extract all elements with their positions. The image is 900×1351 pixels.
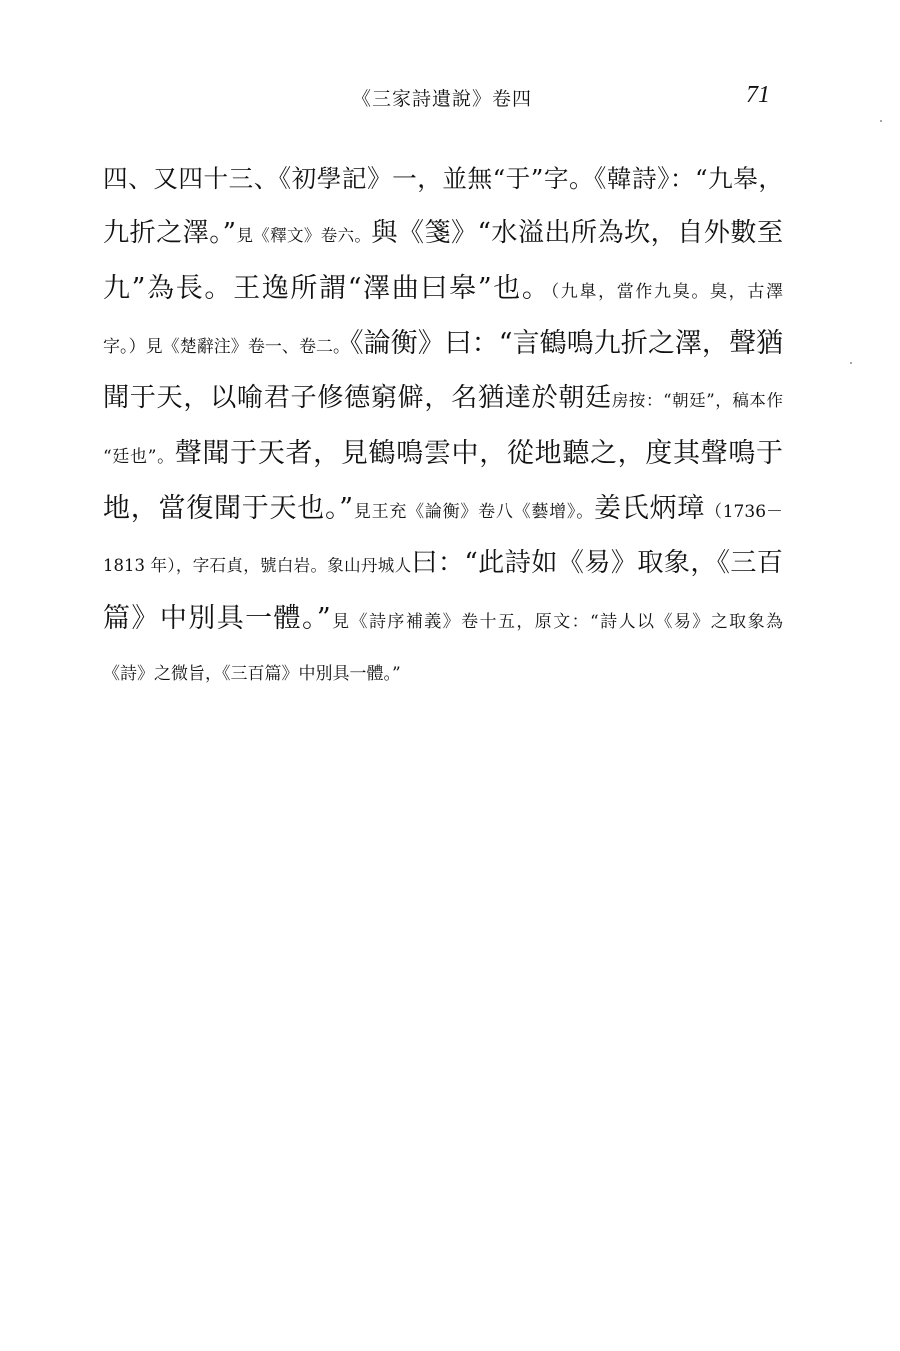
main-text: 《論衡》曰：“言鶴鳴九折之澤，聲猶 bbox=[350, 328, 783, 359]
annotation-text: 字。）見《楚辭注》卷一、卷二。 bbox=[103, 337, 351, 357]
page-header bbox=[0, 84, 900, 118]
text-line bbox=[103, 481, 783, 536]
annotation-text: （九臯，當作九臭。臭，古澤 bbox=[550, 282, 783, 302]
main-text: 九折之澤。” bbox=[103, 218, 237, 248]
annotation-text: （1736－ bbox=[704, 502, 783, 522]
scan-speck bbox=[880, 120, 882, 122]
main-text: 與《箋》“水溢出所為坎，自外數至 bbox=[371, 218, 783, 248]
annotation-text: 《詩》之微旨，《三百篇》中別具一體。” bbox=[103, 664, 401, 684]
text-line bbox=[103, 646, 783, 701]
text-line bbox=[103, 591, 783, 646]
annotation-text: 見《詩序補義》卷十五，原文：“詩人以《易》之取象為 bbox=[330, 612, 783, 632]
main-text: 姜氏炳璋 bbox=[593, 493, 705, 524]
text-line bbox=[103, 206, 783, 261]
main-text: 篇》中別具一體。” bbox=[103, 603, 331, 634]
text-line bbox=[103, 151, 783, 206]
body-text bbox=[103, 151, 783, 701]
annotation-text: 1813 年），字石貞，號白岩。象山丹城人 bbox=[103, 556, 412, 575]
main-text: 九”為長。王逸所謂“澤曲曰皋”也。 bbox=[103, 273, 551, 304]
page-number: 71 bbox=[746, 82, 770, 108]
annotation-text: “廷也”。 bbox=[103, 447, 175, 467]
main-text: 地，當復聞于天也。” bbox=[103, 493, 354, 524]
main-text: 曰：“此詩如《易》取象，《三百 bbox=[411, 548, 783, 578]
main-text: 聞于天，以喻君子修德窮僻，名猶達於朝廷 bbox=[103, 383, 612, 413]
text-line bbox=[103, 426, 783, 481]
text-line bbox=[103, 261, 783, 316]
running-title: 《三家詩遺說》卷四 bbox=[352, 88, 533, 110]
annotation-text: 見王充《論衡》卷八《藝增》。 bbox=[353, 502, 594, 522]
annotation-text: 房按：“朝廷”，稿本作 bbox=[611, 391, 783, 410]
text-line bbox=[103, 536, 783, 591]
text-line bbox=[103, 316, 783, 371]
main-text: 四、又四十三、《初學記》一，並無“于”字。《韓詩》：“九皋， bbox=[103, 164, 783, 193]
scan-speck bbox=[850, 362, 852, 364]
text-line bbox=[103, 371, 783, 426]
main-text: 聲聞于天者，見鶴鳴雲中，從地聽之，度其聲鳴于 bbox=[174, 438, 783, 469]
annotation-text: 見《釋文》卷六。 bbox=[236, 226, 372, 245]
